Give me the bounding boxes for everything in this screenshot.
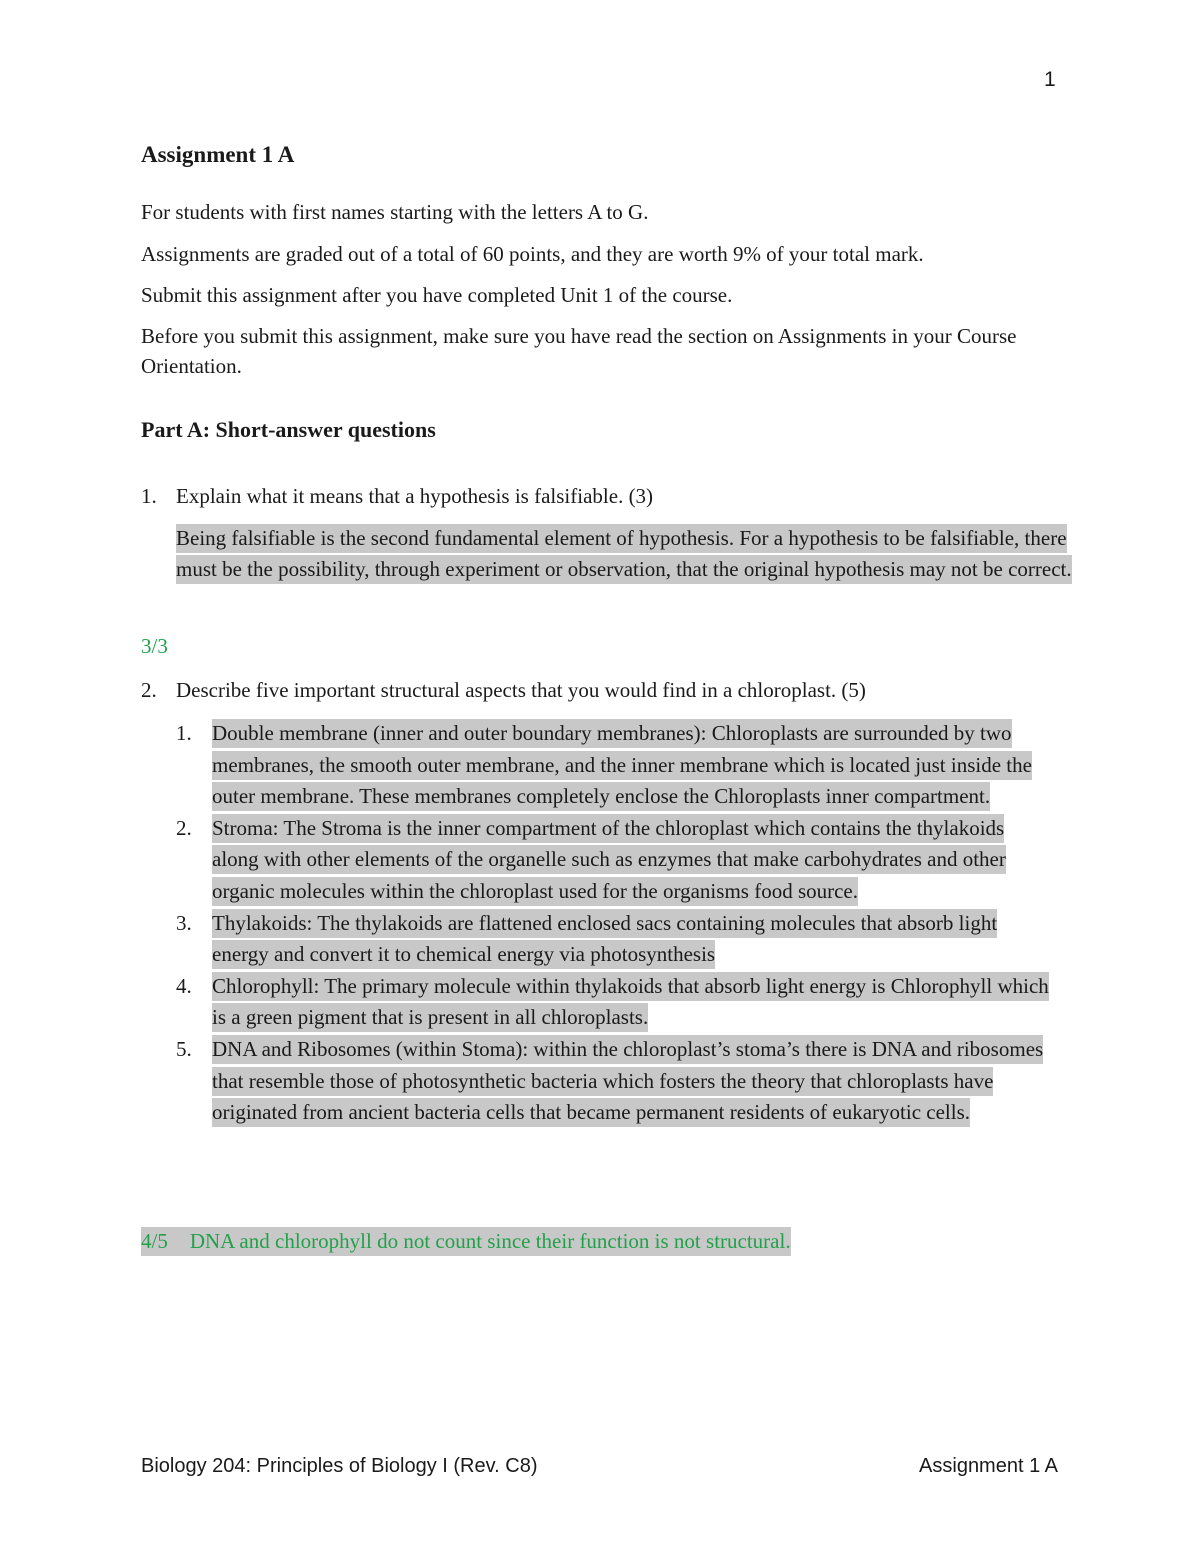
score-question-2 xyxy=(141,1226,791,1256)
list-item-number: 4. xyxy=(176,973,192,998)
intro-line-grading: Assignments are graded out of a total of 60 points, and they are worth 9% of your total mark. xyxy=(141,242,924,266)
answer-text: Being falsifiable is the second fundamental element of hypothesis. For a hypothesis to be falsifiable, there must be the possibility, through experiment or observation, that the original hypothesis may not be correct. xyxy=(176,524,1072,584)
list-item-text: Thylakoids: The thylakoids are flattened enclosed sacs containing molecules that absorb light energy and convert it to chemical energy via photosynthesis xyxy=(212,909,997,970)
footer-course-title: Biology 204: Principles of Biology I (Rev. C8) xyxy=(141,1455,538,1477)
list-item xyxy=(176,908,1056,971)
page-number: 1 xyxy=(1044,68,1056,91)
grader-comment: DNA and chlorophyll do not count since their function is not structural. xyxy=(189,1229,791,1253)
list-item xyxy=(176,813,1056,908)
list-item-number: 5. xyxy=(176,1036,192,1061)
list-item xyxy=(176,971,1056,1034)
page-title: Assignment 1 A xyxy=(141,142,295,167)
intro-line-submission: Submit this assignment after you have completed Unit 1 of the course. xyxy=(141,283,733,307)
list-item-number: 1. xyxy=(176,721,192,745)
list-item xyxy=(176,718,1056,813)
list-item-text: Chlorophyll: The primary molecule within thylakoids that absorb light energy is Chlorophyll which is a green pigment that is present in all chloroplasts. xyxy=(212,972,1049,1033)
score-question-1: 3/3 xyxy=(141,634,168,658)
intro-line-eligibility: For students with first names starting with the letters A to G. xyxy=(141,200,649,224)
intro-line-orientation: Before you submit this assignment, make sure you have read the section on Assignments in your Course Orientation. xyxy=(141,324,1017,378)
section-heading: Part A: Short-answer questions xyxy=(141,417,436,442)
question-text: Describe five important structural aspects that you would find in a chloroplast. (5) xyxy=(176,678,866,702)
list-item-text: Stroma: The Stroma is the inner compartment of the chloroplast which contains the thylakoids along with other elements of the organelle such as enzymes that make carbohydrates and other organic molecules within the chloroplast used for the organisms food source. xyxy=(212,814,1006,906)
score-line xyxy=(141,1227,791,1256)
list-item-text: DNA and Ribosomes (within Stoma): within the chloroplast’s stoma’s there is DNA and ribosomes that resemble those of photosynthetic bacteria which fosters the theory that chloroplasts have originated from ancient bacteria cells that became permanent residents of eukaryotic cells. xyxy=(212,1035,1043,1127)
answer-2-list xyxy=(176,718,1056,1129)
question-number: 1. xyxy=(141,484,157,508)
score-value: 4/5 xyxy=(141,1229,168,1253)
answer-1 xyxy=(176,523,1076,585)
list-item-number: 2. xyxy=(176,815,192,840)
question-number: 2. xyxy=(141,678,157,702)
list-item-text: Double membrane (inner and outer boundary membranes): Chloroplasts are surrounded by two membranes, the smooth outer membrane, and the inner membrane which is located just inside the outer membrane. These membranes completely enclose the Chloroplasts inner compartment. xyxy=(212,719,1032,811)
list-item-number: 3. xyxy=(176,910,192,935)
footer-assignment-label: Assignment 1 A xyxy=(919,1455,1058,1477)
question-text: Explain what it means that a hypothesis is falsifiable. (3) xyxy=(176,484,654,508)
list-item xyxy=(176,1034,1056,1129)
